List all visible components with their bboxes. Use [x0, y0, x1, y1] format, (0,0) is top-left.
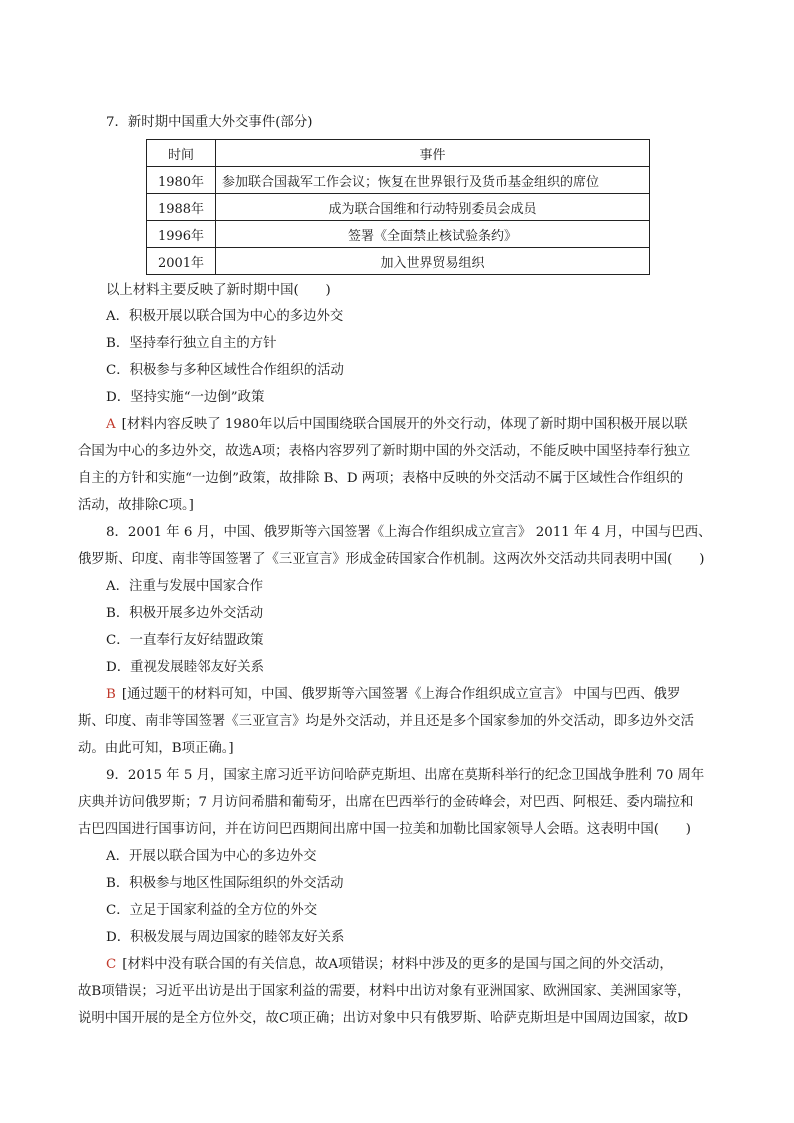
cell-event: 加入世界贸易组织	[216, 248, 650, 275]
q8-explanation-line: B [通过题干的材料可知，中国、俄罗斯等六国签署《上海合作组织成立宣言》 中国与巴西、俄罗	[106, 687, 681, 702]
q7-explanation-line: A [材料内容反映了 1980年以后中国围绕联合国展开的外交行动，体现了新时期中国积极开展以联	[106, 417, 688, 432]
q9-stem: 庆典并访问俄罗斯；7 月访问希腊和葡萄牙，出席在巴西举行的金砖峰会，对巴西、阿根廷、委内瑞拉和	[78, 795, 694, 810]
q7-option-d: D．坚持实施“一边倒”政策	[106, 390, 265, 405]
q7-option-c: C．积极参与多种区域性合作组织的活动	[106, 363, 344, 378]
q7-explanation-line: 自主的方针和实施“一边倒”政策，故排除 B、D 两项；表格中反映的外交活动不属于区域性合作组织的	[78, 471, 684, 486]
cell-time: 1996年	[147, 221, 216, 248]
q9-explanation-line: C [材料中没有联合国的有关信息，故A项错误；材料中涉及的更多的是国与国之间的外交活动，	[106, 957, 673, 972]
q9-answer-letter: C	[106, 957, 117, 972]
cell-time: 1988年	[147, 194, 216, 221]
header-time: 时间	[147, 140, 216, 167]
q8-stem: 8．2001 年 6 月，中国、俄罗斯等六国签署《上海合作组织成立宣言》 2011 年 4 月，中国与巴西、	[106, 525, 712, 540]
q8-explanation-line: 斯、印度、南非等国签署《三亚宣言》均是外交活动，并且还是多个国家参加的外交活动，即多边外交活	[78, 714, 694, 729]
q8-explanation-line: 动。由此可知，B项正确。]	[78, 741, 234, 756]
q9-stem: 9．2015 年 5 月，国家主席习近平访问哈萨克斯坦、出席在莫斯科举行的纪念卫国战争胜利 70 周年	[106, 768, 705, 783]
header-event: 事件	[216, 140, 650, 167]
cell-event: 签署《全面禁止核试验条约》	[216, 221, 650, 248]
q7-option-b: B．坚持奉行独立自主的方针	[106, 336, 277, 351]
q9-option-b: B．积极参与地区性国际组织的外交活动	[106, 876, 344, 891]
q9-option-a: A．开展以联合国为中心的多边外交	[106, 849, 317, 864]
cell-time: 2001年	[147, 248, 216, 275]
q8-option-a: A．注重与发展中国家合作	[106, 579, 263, 594]
q9-explanation-line: 故B项错误；习近平出访是出于国家利益的需要，材料中出访对象有亚洲国家、欧洲国家、美洲国家等，	[78, 984, 691, 999]
events-table	[146, 139, 650, 275]
q8-stem: 俄罗斯、印度、南非等国签署了《三亚宣言》形成金砖国家合作机制。这两次外交活动共同表明中国( )	[78, 552, 705, 567]
q8-option-d: D．重视发展睦邻友好关系	[106, 660, 265, 675]
q9-explanation-line: 说明中国开展的是全方位外交，故C项正确；出访对象中只有俄罗斯、哈萨克斯坦是中国周边国家，故D	[78, 1011, 689, 1026]
table-header-row	[147, 140, 650, 167]
q7-answer-letter: A	[106, 417, 116, 432]
cell-event: 参加联合国裁军工作会议；恢复在世界银行及货币基金组织的席位	[216, 167, 650, 194]
q8-option-b: B．积极开展多边外交活动	[106, 606, 264, 621]
q7-explanation-line: 活动，故排除C项。]	[78, 498, 194, 513]
q7-stem: 7．新时期中国重大外交事件(部分)	[106, 115, 313, 130]
q9-option-c: C．立足于国家利益的全方位的外交	[106, 903, 318, 918]
q8-answer-letter: B	[106, 687, 116, 702]
table-row	[147, 194, 650, 221]
q7-explanation-line: 合国为中心的多边外交，故选A项；表格内容罗列了新时期中国的外交活动，不能反映中国坚持奉行独立	[78, 444, 691, 459]
cell-time: 1980年	[147, 167, 216, 194]
table-row	[147, 167, 650, 194]
q9-stem: 古巴四国进行国事访问，并在访问巴西期间出席中国一拉美和加勒比国家领导人会晤。这表明中国( )	[78, 822, 692, 837]
q9-option-d: D．积极发展与周边国家的睦邻友好关系	[106, 930, 345, 945]
table-row	[147, 221, 650, 248]
q8-option-c: C．一直奉行友好结盟政策	[106, 633, 264, 648]
q7-question: 以上材料主要反映了新时期中国( )	[106, 283, 331, 298]
cell-event: 成为联合国维和行动特别委员会成员	[216, 194, 650, 221]
table-row	[147, 248, 650, 275]
q7-option-a: A．积极开展以联合国为中心的多边外交	[106, 309, 344, 324]
